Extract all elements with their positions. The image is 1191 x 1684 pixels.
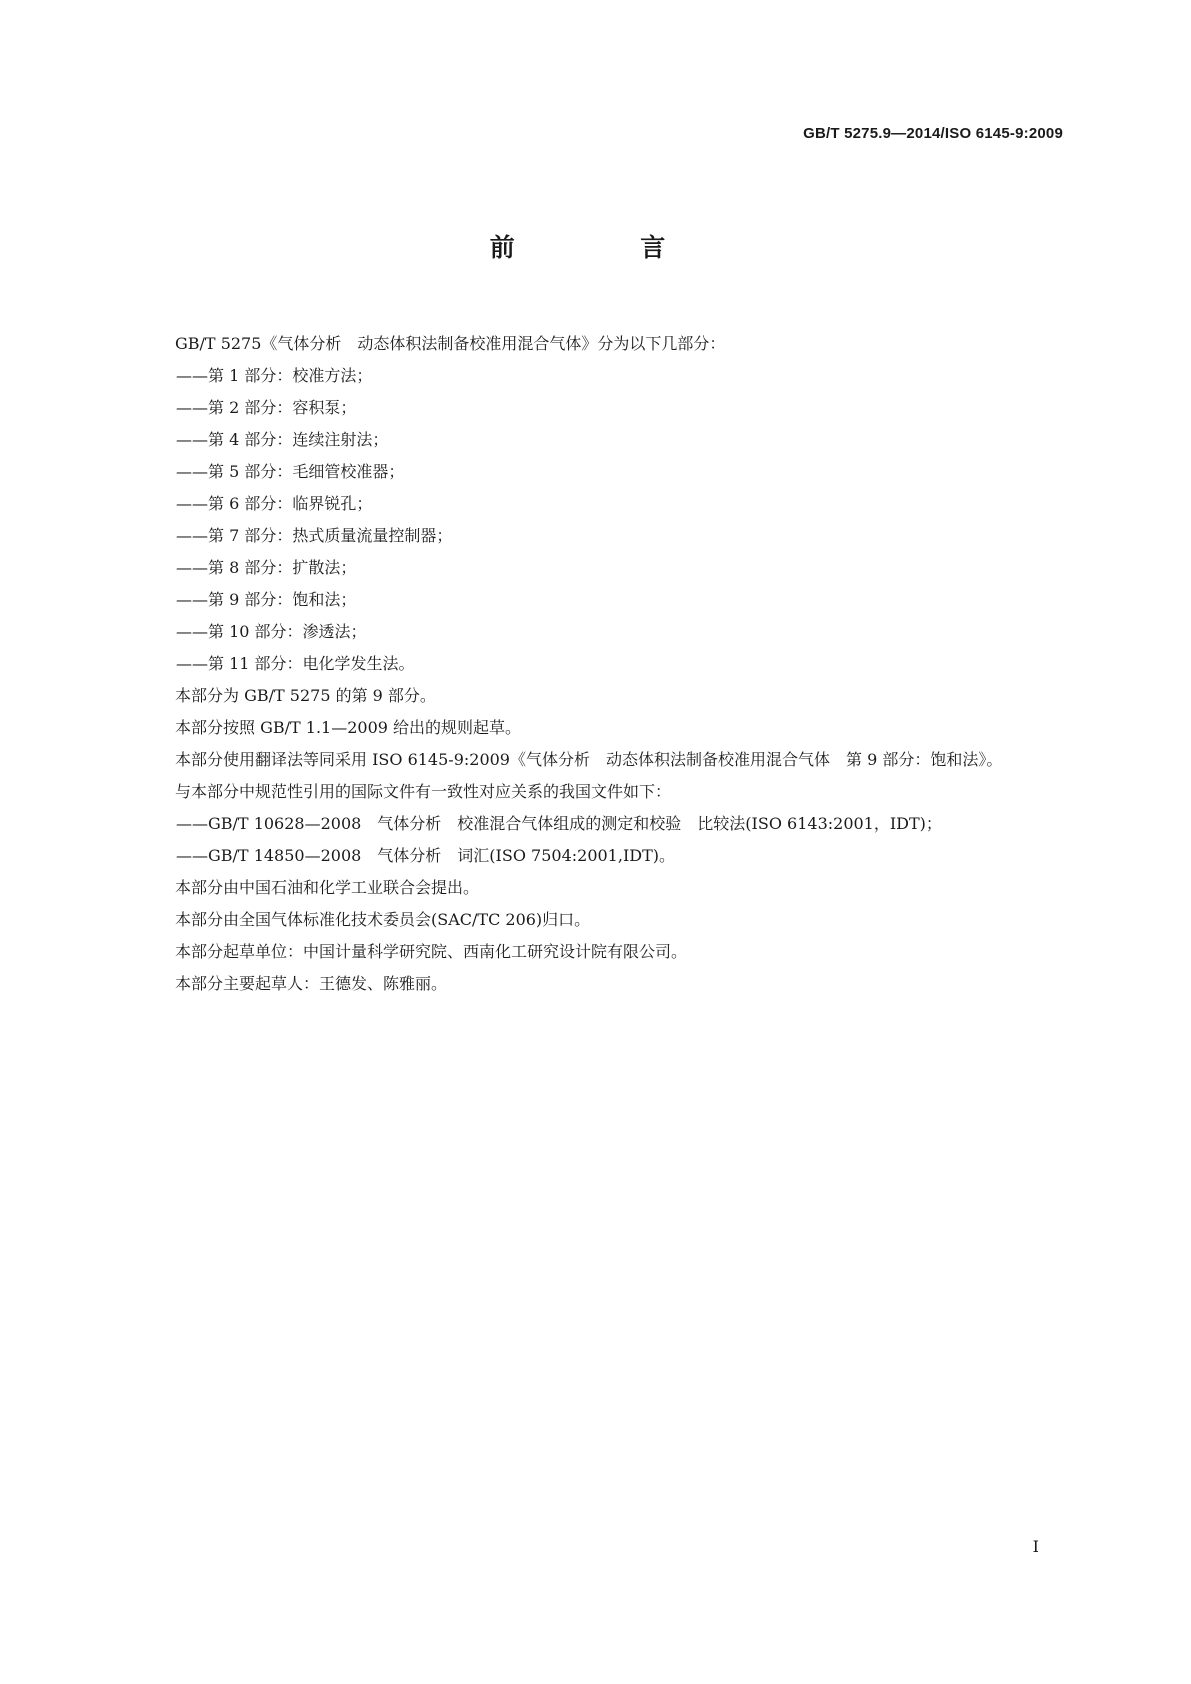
standard-code: GB/T 5275.9—2014/ISO 6145-9:2009	[803, 125, 1063, 142]
drafting-units: 本部分起草单位：中国计量科学研究院、西南化工研究设计院有限公司。	[175, 942, 688, 961]
page-title: 前 言	[489, 233, 702, 262]
translation-statement: 本部分使用翻译法等同采用 ISO 6145-9:2009《气体分析 动态体积法制备校准用混合气体 第 9 部分：饱和法》。	[175, 750, 1003, 769]
list-item: ——第 9 部分：饱和法；	[176, 590, 357, 609]
list-item: ——第 8 部分：扩散法；	[176, 558, 357, 577]
correspondence-statement: 与本部分中规范性引用的国际文件有一致性对应关系的我国文件如下：	[175, 782, 672, 801]
list-item: ——第 7 部分：热式质量流量控制器；	[176, 526, 453, 545]
list-item: ——第 2 部分：容积泵；	[176, 398, 357, 417]
part-statement: 本部分为 GB/T 5275 的第 9 部分。	[175, 686, 436, 705]
list-item: ——第 6 部分：临界锐孔；	[176, 494, 373, 513]
list-item: ——第 10 部分：渗透法；	[176, 622, 367, 641]
drafting-rules: 本部分按照 GB/T 1.1—2009 给出的规则起草。	[175, 718, 522, 737]
intro-paragraph: GB/T 5275《气体分析 动态体积法制备校准用混合气体》分为以下几部分：	[175, 334, 726, 353]
reference-item: ——GB/T 14850—2008 气体分析 词汇(ISO 7504:2001,IDT)。	[176, 846, 676, 865]
foreword-body	[136, 328, 1062, 1000]
reference-item: ——GB/T 10628—2008 气体分析 校准混合气体组成的测定和校验 比较法(ISO 6143:2001，IDT)；	[176, 814, 942, 833]
centralized-by: 本部分由全国气体标准化技术委员会(SAC/TC 206)归口。	[175, 910, 591, 929]
list-item: ——第 11 部分：电化学发生法。	[176, 654, 415, 673]
list-item: ——第 4 部分：连续注射法；	[176, 430, 389, 449]
list-item: ——第 5 部分：毛细管校准器；	[176, 462, 405, 481]
page-number: I	[1032, 1537, 1039, 1556]
main-drafters: 本部分主要起草人：王德发、陈雅丽。	[175, 974, 448, 993]
proposed-by: 本部分由中国石油和化学工业联合会提出。	[175, 878, 480, 897]
list-item: ——第 1 部分：校准方法；	[176, 366, 373, 385]
